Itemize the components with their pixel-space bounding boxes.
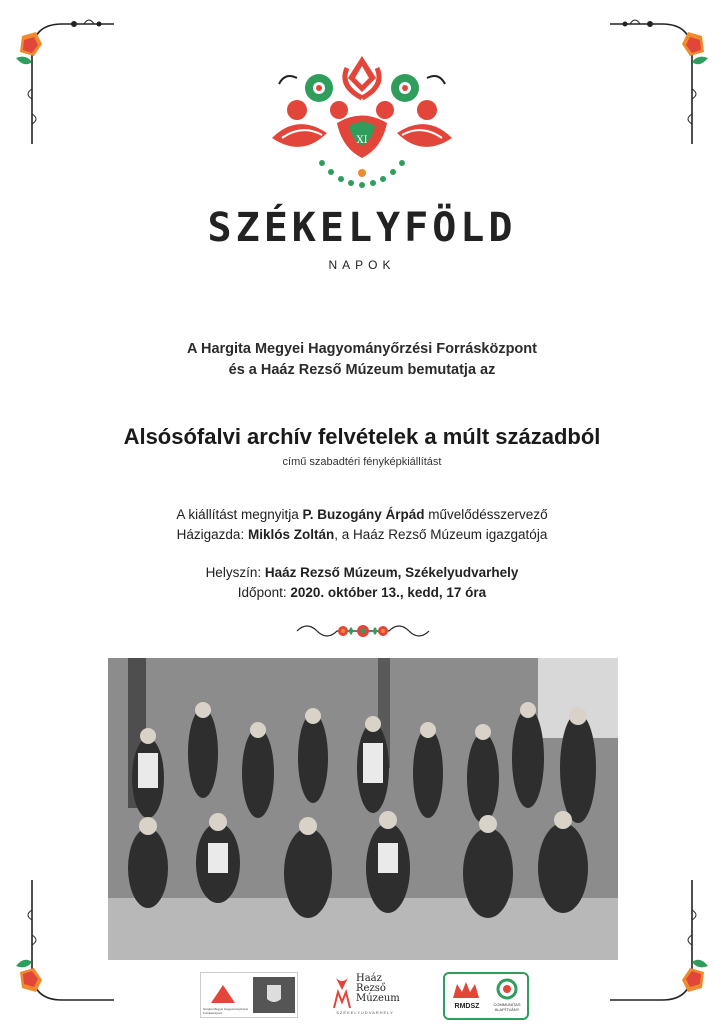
time-line bbox=[0, 583, 724, 603]
brand-title: SZÉKELYFÖLD bbox=[207, 205, 517, 251]
sponsor-logos bbox=[0, 972, 724, 1018]
opening-prefix: A kiállítást megnyitja bbox=[176, 507, 303, 522]
folk-emblem-logo bbox=[0, 48, 724, 203]
time-value: 2020. október 13., kedd, 17 óra bbox=[290, 585, 487, 600]
host-line bbox=[0, 525, 724, 545]
intro-line-2: és a Haáz Rezső Múzeum bemutatja az bbox=[228, 362, 496, 378]
venue-line bbox=[0, 563, 724, 583]
opening-line bbox=[0, 505, 724, 525]
host-name: Miklós Zoltán bbox=[247, 527, 335, 542]
intro-text bbox=[0, 339, 724, 381]
hargita-county-logo bbox=[200, 972, 298, 1018]
communitas-line-2: ALAPÍTVÁNY bbox=[494, 1007, 520, 1012]
opening-name: P. Buzogány Árpád bbox=[302, 507, 425, 522]
event-details bbox=[0, 505, 724, 603]
museum-city: SZÉKELYUDVARHELY bbox=[336, 1010, 394, 1015]
exhibition-subtitle: című szabadtéri fényképkiállítást bbox=[282, 456, 442, 468]
exhibition-title: Alsósófalvi archív felvételek a múlt századból bbox=[123, 424, 601, 449]
museum-line-1: Haáz bbox=[356, 973, 382, 984]
venue-label: Helyszín: bbox=[205, 565, 265, 580]
brand-subtitle: NAPOK bbox=[328, 258, 396, 272]
haaz-rezso-museum-logo bbox=[330, 972, 400, 1016]
rmdsz-communitas-logo bbox=[443, 972, 529, 1020]
archival-group-photo bbox=[108, 658, 618, 960]
emblem-monogram: XI bbox=[356, 135, 368, 146]
museum-line-2: Rezső bbox=[356, 983, 386, 994]
time-label: Időpont: bbox=[237, 585, 291, 600]
opening-role: művelődésszervező bbox=[424, 507, 548, 522]
host-prefix: Házigazda: bbox=[176, 527, 248, 542]
communitas-line-1: COMMUNITAS bbox=[493, 1002, 521, 1007]
floral-divider-ornament bbox=[293, 621, 433, 641]
intro-line-1: A Hargita Megyei Hagyományőrzési Forrásközpont bbox=[187, 341, 537, 357]
museum-line-3: Múzeum bbox=[356, 993, 400, 1004]
hargita-caption: Hargita Megyei Hagyományőrzési Forrásközpont bbox=[203, 1007, 249, 1015]
host-role: , a Haáz Rezső Múzeum igazgatója bbox=[334, 527, 548, 542]
venue-value: Haáz Rezső Múzeum, Székelyudvarhely bbox=[264, 565, 519, 580]
rmdsz-label: RMDSZ bbox=[454, 1003, 480, 1010]
